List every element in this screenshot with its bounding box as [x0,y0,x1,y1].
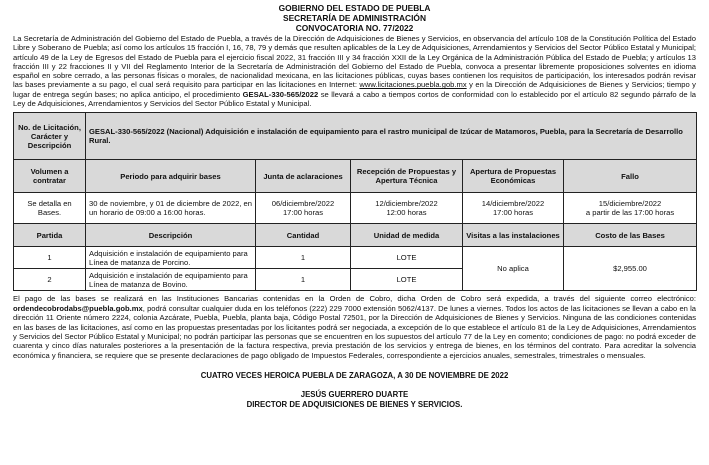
document-header [13,3,696,33]
item-description: Adquisición e instalación de equipamiento para Línea de matanza de Bovino. [86,269,256,291]
intro-paragraph [13,34,696,108]
licitacion-label: No. de Licitación, Carácter y Descripción [14,113,86,160]
header-secretaria: SECRETARÍA DE ADMINISTRACIÓN [283,13,426,23]
periodo-value: 30 de noviembre, y 01 de diciembre de 2022, en un horario de 09:00 a 16:00 horas. [86,193,256,224]
cantidad-header: Cantidad [256,224,351,247]
costo-header: Costo de las Bases [564,224,697,247]
recepcion-value [351,193,463,224]
cantidad-value: 1 [256,247,351,269]
apertura-value [463,193,564,224]
apertura-time: 17:00 horas [492,208,534,218]
junta-value [256,193,351,224]
fallo-value [564,193,697,224]
costo-value: $2,955.00 [564,247,697,291]
recepcion-header: Recepción de Propuestas y Apertura Técnica [351,160,463,193]
items-header-row [14,224,697,247]
descripcion-header: Descripción [86,224,256,247]
partida-value: 2 [14,269,86,291]
schedule-row [14,193,697,224]
fallo-time: a partir de las 17:00 horas [585,208,675,218]
item-description: Adquisición e instalación de equipamiento para Línea de matanza de Porcino. [86,247,256,269]
recepcion-time: 12:00 horas [386,208,427,218]
apertura-header: Apertura de Propuestas Económicas [463,160,564,193]
header-government: GOBIERNO DEL ESTADO DE PUEBLA [278,3,431,13]
unidad-header: Unidad de medida [351,224,463,247]
fallo-header: Fallo [564,160,697,193]
recepcion-date: 12/diciembre/2022 [375,199,438,209]
visitas-header: Visitas a las instalaciones [463,224,564,247]
partida-header: Partida [14,224,86,247]
table-row [14,247,697,269]
junta-date: 06/diciembre/2022 [271,199,335,209]
junta-header: Junta de aclaraciones [256,160,351,193]
header-convocatoria: CONVOCATORIA NO. 77/2022 [295,23,414,33]
volumen-value: Se detalla en Bases. [14,193,86,224]
signatory-name: JESÚS GUERRERO DUARTE [300,390,409,400]
intro-text-2: y en la Dirección de Adquisiciones de Bienes y Servicios; tiempo y lugar de entrega según bases; no aplica anticipo, el procedimiento [13,80,696,99]
intro-text-3: se llevará a cabo a tiempos cortos de conformidad con lo establecido por el artículo 82 segundo párrafo de la Ley de Adquisiciones, Arrendamientos y Servicios del Sector Público Estatal y Municipal. [13,89,696,109]
unidad-value: LOTE [351,269,463,291]
visitas-value: No aplica [463,247,564,291]
licitaciones-link[interactable]: www.licitaciones.puebla.gob.mx [359,80,467,90]
apertura-date: 14/diciembre/2022 [481,199,545,209]
convocatoria-table [13,112,697,291]
signature-block [13,390,696,409]
cantidad-value: 1 [256,269,351,291]
footer-text-2: , podrá consultar cualquier duda en los teléfonos (222) 229 7000 extensión 5062/4137. De lunes a viernes. Todos los actos de las licitaciones se llevan a cabo en la dirección 11 Oriente número 2224, colonia Azcárate, Puebla, Puebla, planta baja, Código Postal 72501, por la Dirección de Adquisiciones de Bienes y Servicios. Ninguna de las condiciones contenidas en las bases de las licitaciones, así como en las propuestas presentadas por los licitantes podrá ser negociada, a excepción de lo que establece el artículo 81 de la Ley de Adquisiciones, Arrendamientos y Servicios del Sector Público Estatal y Municipal; no podrán participar las personas que se encuentren en los supuestos del artículo 77 de la Ley en comento; condiciones de pago: no podrá exceder de cuarenta y cinco días naturales posteriores a la presentación de la factura respectiva, previa prestación de los servicios y entrega de bienes, en los términos del contrato. Para acreditar la solvencia económica y financiera, se requiere que se presente declaraciones de pago obligado de Impuestos Federales, correspondiente a ejercicios anuales, semestrales, trimestrales o mensuales. [13,303,696,360]
footer-paragraph [13,294,696,360]
signatory-title: DIRECTOR DE ADQUISICIONES DE BIENES Y SERVICIOS. [246,399,463,409]
procedure-number: GESAL-330-565/2022 [242,89,319,99]
junta-time: 17:00 horas [282,208,324,218]
licitacion-row [14,113,697,160]
fallo-date: 15/diciembre/2022 [598,199,662,209]
payment-email[interactable]: ordendecobrodabs@puebla.gob.mx [13,303,143,313]
volumen-header: Volumen a contratar [14,160,86,193]
schedule-header-row [14,160,697,193]
intro-text-1: La Secretaría de Administración del Gobierno del Estado de Puebla, a través de la Dirección de Adquisiciones de Bienes y Servicios, en observancia del artículo 108 de la Constitución Política del Estado Libre y Soberano de Puebla; así como los artículos 15 fracción I, 16, 78, 79 y demás que resulten aplicables de la Ley de Adquisiciones, Arrendamientos y Servicios del Sector Público Estatal y Municipal; artículo 49 de la Ley de Egresos del Estado de Puebla para el ejercicio fiscal 2022, 31 fracción III y 34 fracción XXII de la Ley Orgánica de la Administración Pública del Estado de Puebla; y artículos 13 fracción III y 22 fracciones II y VII del Reglamento Interior de la Secretaría de Administración del Gobierno del Estado de Puebla, convoca a presentar libremente proposiciones solventes en idioma español en sobre cerrado, a las personas físicas o morales, de nacionalidad mexicana, en las licitaciones públicas, cuyas bases contienen los requisitos de participación, los interesados podrán revisar las bases previamente a su pago, el cual será requisito para participar en las licitaciones en Internet: [13,34,696,90]
licitacion-description: GESAL-330-565/2022 (Nacional) Adquisición e instalación de equipamiento para el rastro municipal de Izúcar de Matamoros, Puebla, para la Secretaría de Desarrollo Rural. [86,113,697,160]
partida-value: 1 [14,247,86,269]
closing-line: CUATRO VECES HEROICA PUEBLA DE ZARAGOZA, A 30 DE NOVIEMBRE DE 2022 [200,371,509,381]
footer-text-1: El pago de las bases se realizará en las Instituciones Bancarias contenidas en la Orden de Cobro, dicha Orden de Cobro será expedida, a través del siguiente correo electrónico: [13,294,696,304]
unidad-value: LOTE [351,247,463,269]
periodo-header: Periodo para adquirir bases [86,160,256,193]
